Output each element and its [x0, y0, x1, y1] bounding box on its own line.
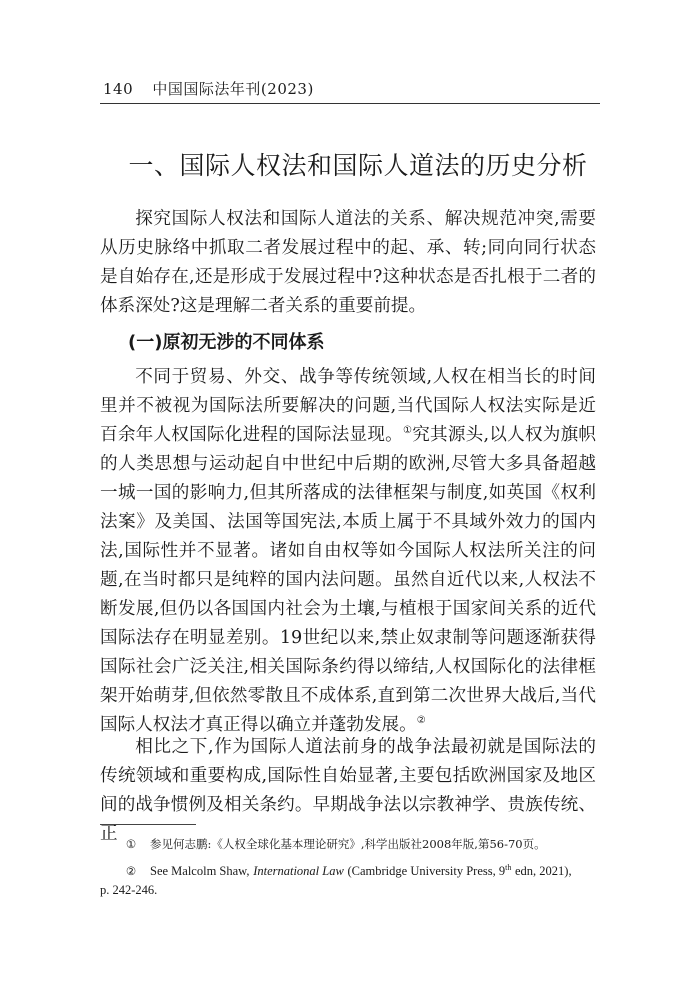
footnote-2-mark: ②: [125, 863, 137, 878]
footnote-1: [100, 835, 600, 854]
footnote-divider: [100, 824, 196, 825]
intro-paragraph: 探究国际人权法和国际人道法的关系、解决规范冲突,需要从历史脉络中抓取二者发展过程中的起、承、转;同向同行状态是自始存在,还是形成于发展过程中?这种状态是否扎根于二者的体系深处?这是理解二者关系的重要前提。: [100, 209, 596, 316]
subsection-title: (一)原初无涉的不同体系: [128, 332, 325, 353]
footnote-2-book-title: International Law: [253, 863, 344, 878]
paragraph-origins-part1: 不同于贸易、外交、战争等传统领域,人权在相当长的时间里并不被视为国际法所要解决的问题,当代国际人权法实际是近百余年人权国际化进程的国际法显现。: [100, 367, 596, 445]
footnote-2-pre: See Malcolm Shaw,: [150, 863, 250, 878]
footnote-2: [100, 858, 600, 900]
header-divider: [100, 103, 600, 104]
page-number: 140: [103, 80, 134, 98]
paragraph-origins-part2: 究其源头,以人权为旗帜的人类思想与运动起自中世纪中后期的欧洲,尽管大多具备超越一城一国的影响力,但其所落成的法律框架与制度,如英国《权利法案》及美国、法国等国宪法,本质上属于不具域外效力的国内法,国际性并不显著。诸如自由权等如今国际人权法所关注的问题,在当时都只是纯粹的国内法问题。虽然自近代以来,人权法不断发展,但仍以各国国内社会为土壤,与植根于国家间关系的近代国际法存在明显差别。19世纪以来,禁止奴隶制等问题逐渐获得国际社会广泛关注,相关国际条约得以缔结,人权国际化的法律框架开始萌芽,但依然零散且不成体系,直到第二次世界大战后,当代国际人权法才真正得以确立并蓬勃发展。: [100, 425, 597, 735]
footnote-2-publisher: (Cambridge University Press, 9: [347, 863, 506, 878]
section-title: 一、国际人权法和国际人道法的历史分析: [128, 151, 588, 180]
paragraph-war-law: 相比之下,作为国际人道法前身的战争法最初就是国际法的传统领域和重要构成,国际性自始显著,主要包括欧洲国家及地区间的战争惯例及相关条约。早期战争法以宗教神学、贵族传统、正: [100, 737, 596, 844]
footnote-2-edition: edn, 2021),: [515, 863, 572, 878]
running-title: 中国国际法年刊(2023): [152, 80, 314, 98]
running-head: [103, 78, 314, 99]
footnote-2-ordinal: th: [505, 863, 512, 872]
footnote-1-text: 参见何志鹏:《人权全球化基本理论研究》,科学出版社2008年版,第56-70页。: [150, 837, 546, 851]
footnote-ref-2[interactable]: ②: [416, 715, 426, 727]
footnote-1-mark: ①: [125, 837, 137, 851]
footnote-2-pages: p. 242-246.: [100, 882, 158, 897]
paragraph-origins: [100, 363, 596, 740]
footnote-ref-1[interactable]: ①: [402, 425, 413, 437]
